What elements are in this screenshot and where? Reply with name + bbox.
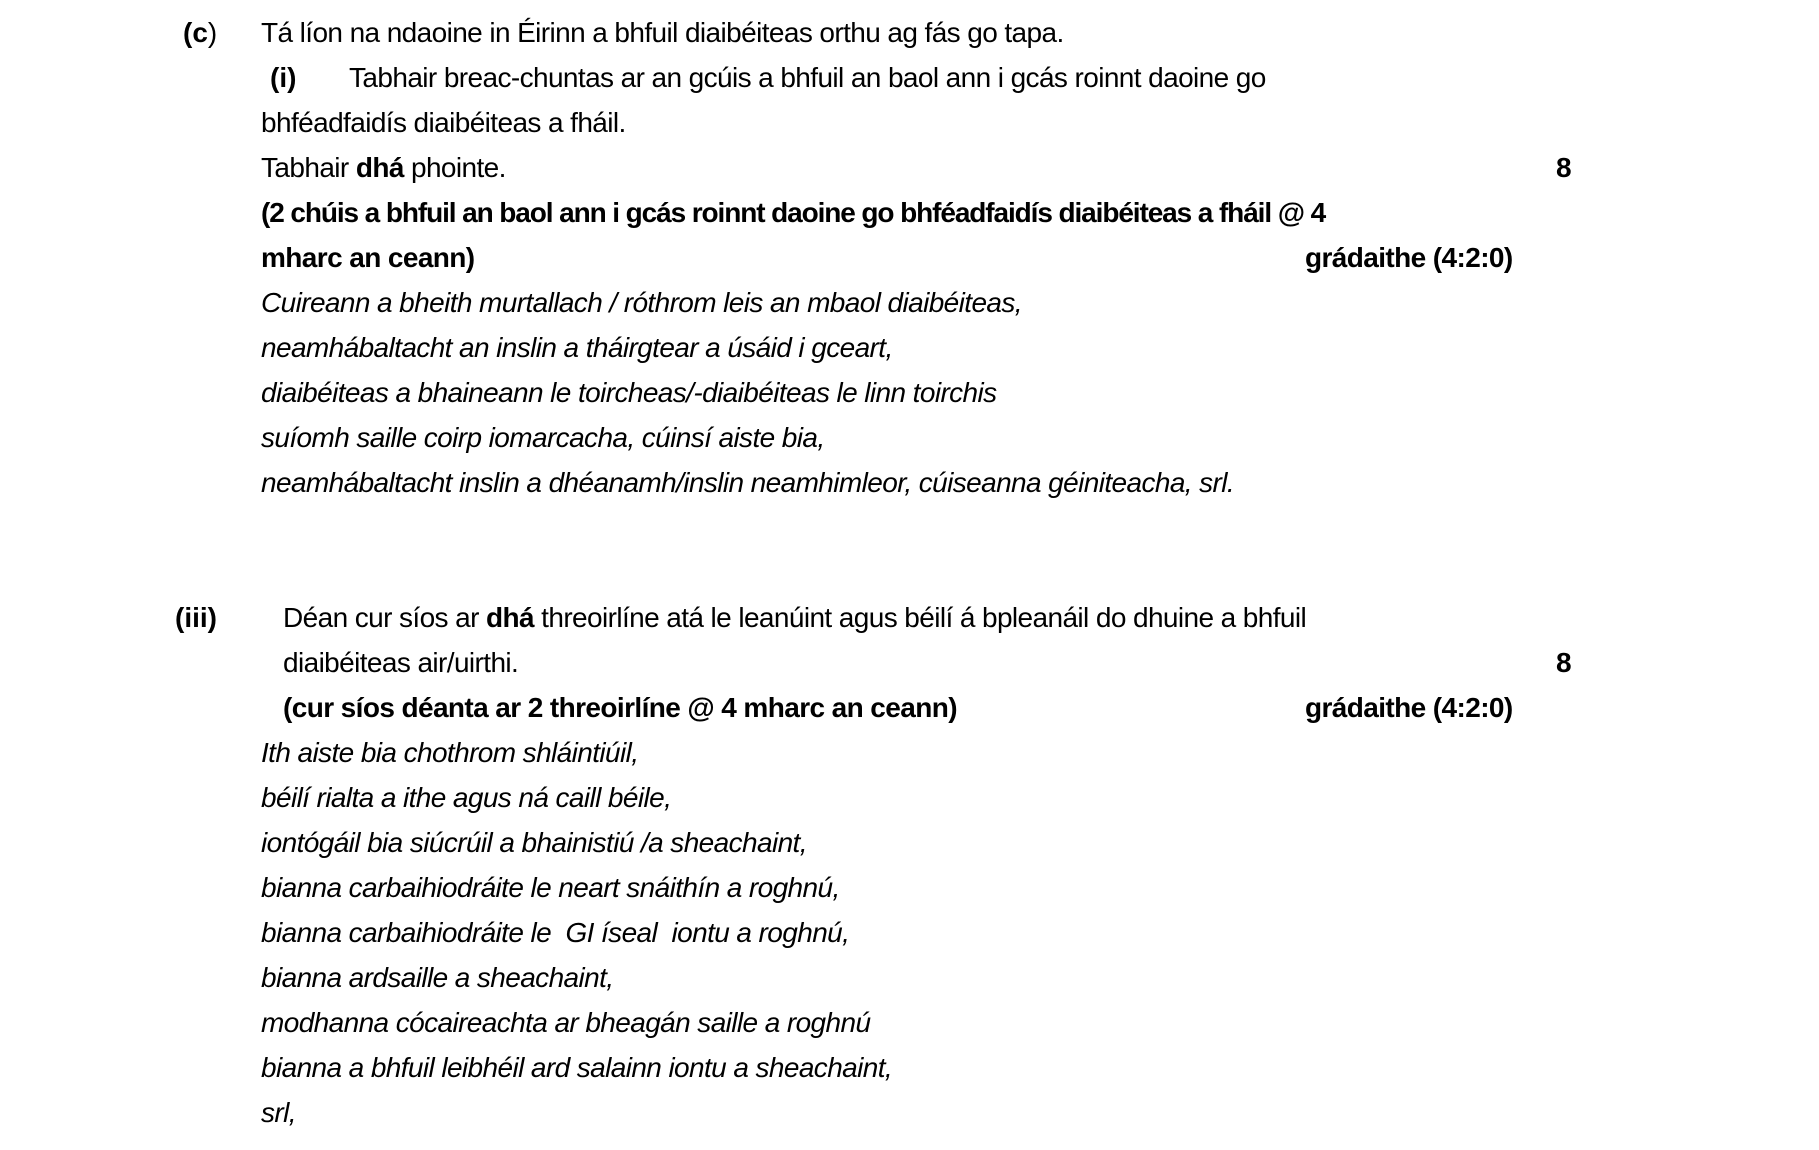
- part-i-question-line1: Tabhair breac-chuntas ar an gcúis a bhfuil an baol ann i gcás roinnt daoine go: [349, 62, 1266, 93]
- part-i-answer: Cuireann a bheith murtallach / róthrom leis an mbaol diaibéiteas,: [261, 287, 1022, 318]
- part-i-marks: 8: [1556, 152, 1572, 183]
- part-iii-answer: Ith aiste bia chothrom shláintiúil,: [261, 737, 639, 768]
- part-iii-marks: 8: [1556, 647, 1572, 678]
- part-i-question-line2: bhféadfaidís diaibéiteas a fháil.: [261, 107, 626, 138]
- section-c-label: [183, 10, 217, 55]
- part-i-answer: neamhábaltacht an inslin a tháirgtear a úsáid i gceart,: [261, 332, 893, 363]
- part-iii-answer: bianna carbaihiodráite le neart snáithín a roghnú,: [261, 872, 840, 903]
- part-i-instruction-suffix: phointe.: [403, 152, 506, 183]
- part-i-answer: neamhábaltacht inslin a dhéanamh/inslin neamhimleor, cúiseanna géiniteacha, srl.: [261, 467, 1235, 498]
- part-iii-answer: béilí rialta a ithe agus ná caill béile,: [261, 782, 672, 813]
- part-iii-question-prefix: Déan cur síos ar: [283, 602, 486, 633]
- part-iii-question-bold: dhá: [486, 602, 534, 633]
- part-iii-answer: bianna carbaihiodráite le GI íseal iontu a roghnú,: [261, 917, 850, 948]
- part-i-answer: suíomh saille coirp iomarcacha, cúinsí aiste bia,: [261, 422, 825, 453]
- part-iii-question-line1: [283, 595, 1306, 640]
- part-iii-question-suffix: threoirlíne atá le leanúint agus béilí á bpleanáil do dhuine a bhfuil: [533, 602, 1307, 633]
- part-iii-answer: srl,: [261, 1097, 296, 1128]
- part-i-scheme-line2: mharc an ceann): [261, 242, 475, 273]
- section-c-intro: Tá líon na ndaoine in Éirinn a bhfuil diaibéiteas orthu ag fás go tapa.: [261, 17, 1064, 48]
- part-iii-grading: grádaithe (4:2:0): [1305, 692, 1513, 723]
- part-i-grading: grádaithe (4:2:0): [1305, 242, 1513, 273]
- section-c-label-close: ): [207, 17, 218, 48]
- part-i-answer: diaibéiteas a bhaineann le toircheas/-diaibéiteas le linn toirchis: [261, 377, 997, 408]
- part-iii-answer: bianna ardsaille a sheachaint,: [261, 962, 614, 993]
- part-iii-answer: bianna a bhfuil leibhéil ard salainn iontu a sheachaint,: [261, 1052, 893, 1083]
- part-iii-question-line2: diaibéiteas air/uirthi.: [283, 647, 519, 678]
- part-iii-answer: modhanna cócaireachta ar bheagán saille a roghnú: [261, 1007, 871, 1038]
- part-iii-answer: iontógáil bia siúcrúil a bhainistiú /a sheachaint,: [261, 827, 807, 858]
- part-i-label: (i): [270, 62, 297, 93]
- section-c-label-open: (: [183, 17, 193, 48]
- part-iii-label: (iii): [175, 602, 217, 633]
- section-c-label-letter: c: [192, 17, 208, 48]
- part-i-instruction-bold: dhá: [355, 152, 404, 183]
- part-i-scheme-line1: (2 chúis a bhfuil an baol ann i gcás roinnt daoine go bhféadfaidís diaibéiteas a fháil @ 4: [261, 197, 1326, 228]
- part-i-instruction-prefix: Tabhair: [261, 152, 356, 183]
- part-i-instruction: [261, 145, 506, 190]
- part-iii-scheme: (cur síos déanta ar 2 threoirlíne @ 4 mharc an ceann): [283, 692, 957, 723]
